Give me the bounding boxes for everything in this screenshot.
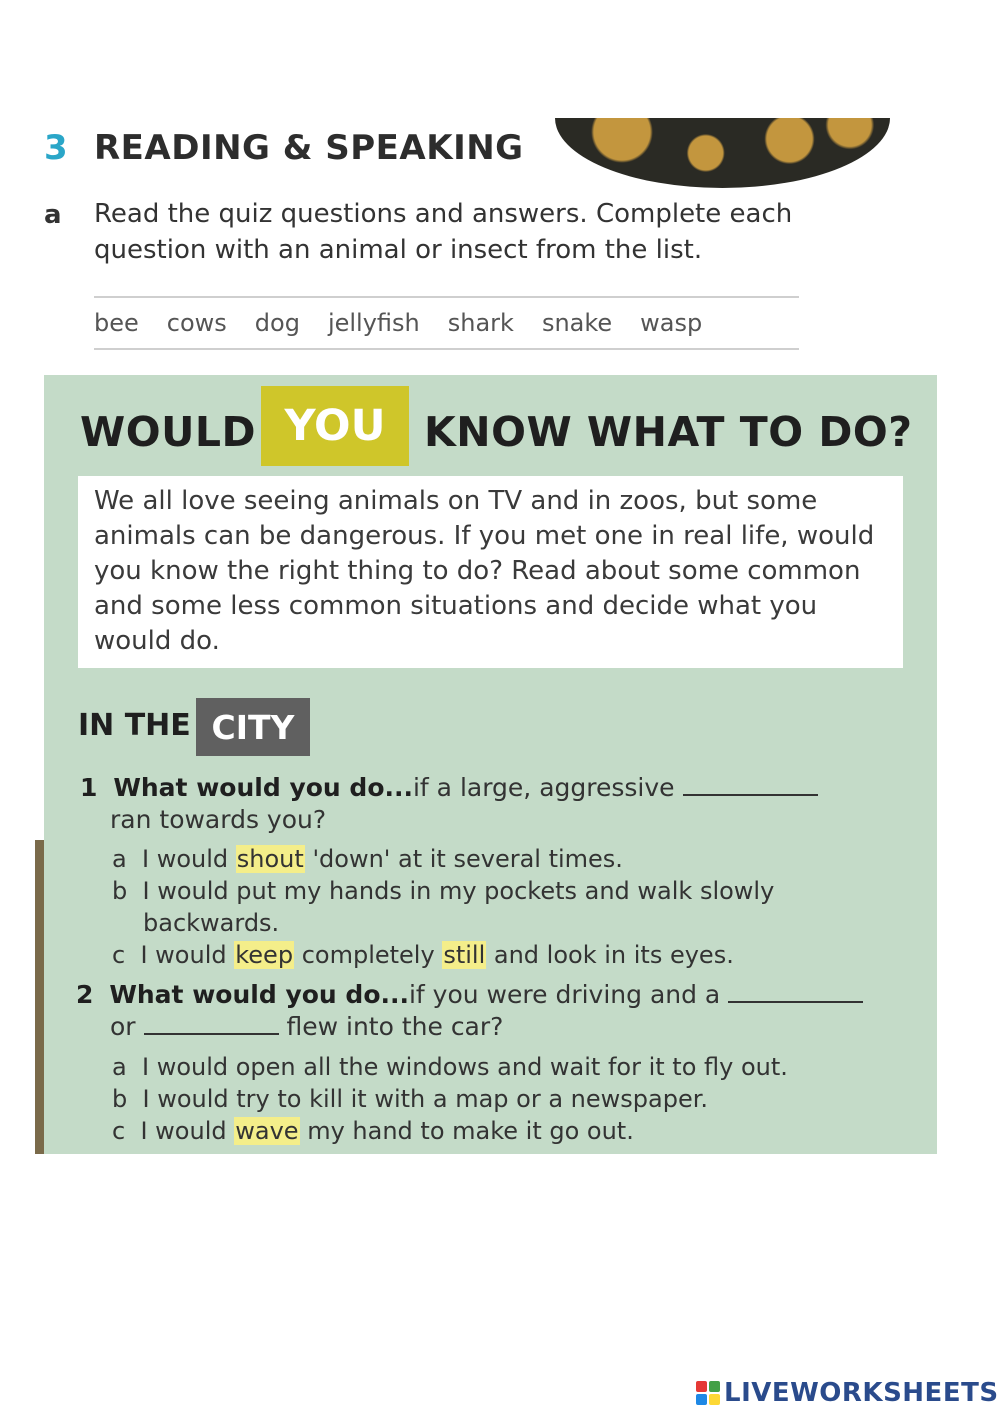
q1-option-b-cont: backwards. bbox=[143, 909, 280, 937]
question-1-line-2: ran towards you? bbox=[110, 805, 327, 834]
word-item: jellyfish bbox=[327, 309, 420, 337]
word-item: wasp bbox=[640, 309, 703, 337]
q1-option-b: b I would put my hands in my pockets and walk slowly bbox=[112, 877, 775, 905]
question-2-line-2: or flew into the car? bbox=[110, 1012, 504, 1041]
brand-logo-icon bbox=[696, 1381, 720, 1405]
highlighted-word: keep bbox=[235, 941, 294, 969]
highlighted-word: still bbox=[443, 941, 486, 969]
panel-title-end: KNOW WHAT TO DO? bbox=[424, 408, 913, 456]
question-lead: What would you do... bbox=[113, 773, 413, 802]
panel-title-highlight: YOU bbox=[284, 401, 386, 451]
section-title: READING & SPEAKING bbox=[94, 128, 524, 168]
answer-blank-3[interactable] bbox=[144, 1011, 279, 1035]
q1-option-c: c I would keep completely still and look in its eyes. bbox=[112, 941, 734, 969]
subheading-highlight: CITY bbox=[211, 707, 295, 747]
word-item: snake bbox=[541, 309, 613, 337]
answer-blank-1[interactable] bbox=[683, 772, 818, 796]
q1-option-a: a I would shout 'down' at it several times. bbox=[112, 845, 623, 873]
brand-name: LIVEWORKSHEETS bbox=[724, 1378, 999, 1408]
highlighted-word: shout bbox=[236, 845, 304, 873]
word-list bbox=[94, 296, 799, 350]
page-edge-strip bbox=[35, 840, 44, 1154]
word-item: bee bbox=[94, 309, 139, 337]
intro-text: We all love seeing animals on TV and in zoos, but some animals can be dangerous. If you met one in real life, would you know the right thing to do? Read about some common and some less common situations and decide what you would do. bbox=[78, 476, 903, 668]
word-item: shark bbox=[447, 309, 514, 337]
answer-blank-2[interactable] bbox=[728, 979, 863, 1003]
question-1-line-1: 1 What would you do...if a large, aggressive bbox=[80, 772, 818, 804]
subheading-prefix: IN THE bbox=[78, 708, 191, 743]
exercise-letter: a bbox=[44, 200, 62, 230]
exercise-instruction: Read the quiz questions and answers. Complete each question with an animal or insect from the list. bbox=[94, 199, 793, 265]
word-item: dog bbox=[254, 309, 300, 337]
q2-option-a: a I would open all the windows and wait for it to fly out. bbox=[112, 1053, 788, 1081]
panel-title-start: WOULD bbox=[80, 408, 257, 456]
q2-option-c: c I would wave my hand to make it go out. bbox=[112, 1117, 634, 1145]
question-lead: What would you do... bbox=[109, 980, 409, 1009]
section-number: 3 bbox=[44, 128, 68, 168]
subheading-highlight-box bbox=[196, 698, 310, 756]
panel-title-highlight-box bbox=[261, 386, 409, 466]
question-2-line-1: 2 What would you do...if you were driving and a bbox=[76, 979, 863, 1011]
q2-option-b: b I would try to kill it with a map or a newspaper. bbox=[112, 1085, 709, 1113]
highlighted-word: wave bbox=[235, 1117, 299, 1145]
liveworksheets-brand bbox=[696, 1378, 999, 1408]
snake-photo bbox=[555, 118, 890, 190]
word-item: cows bbox=[166, 309, 227, 337]
